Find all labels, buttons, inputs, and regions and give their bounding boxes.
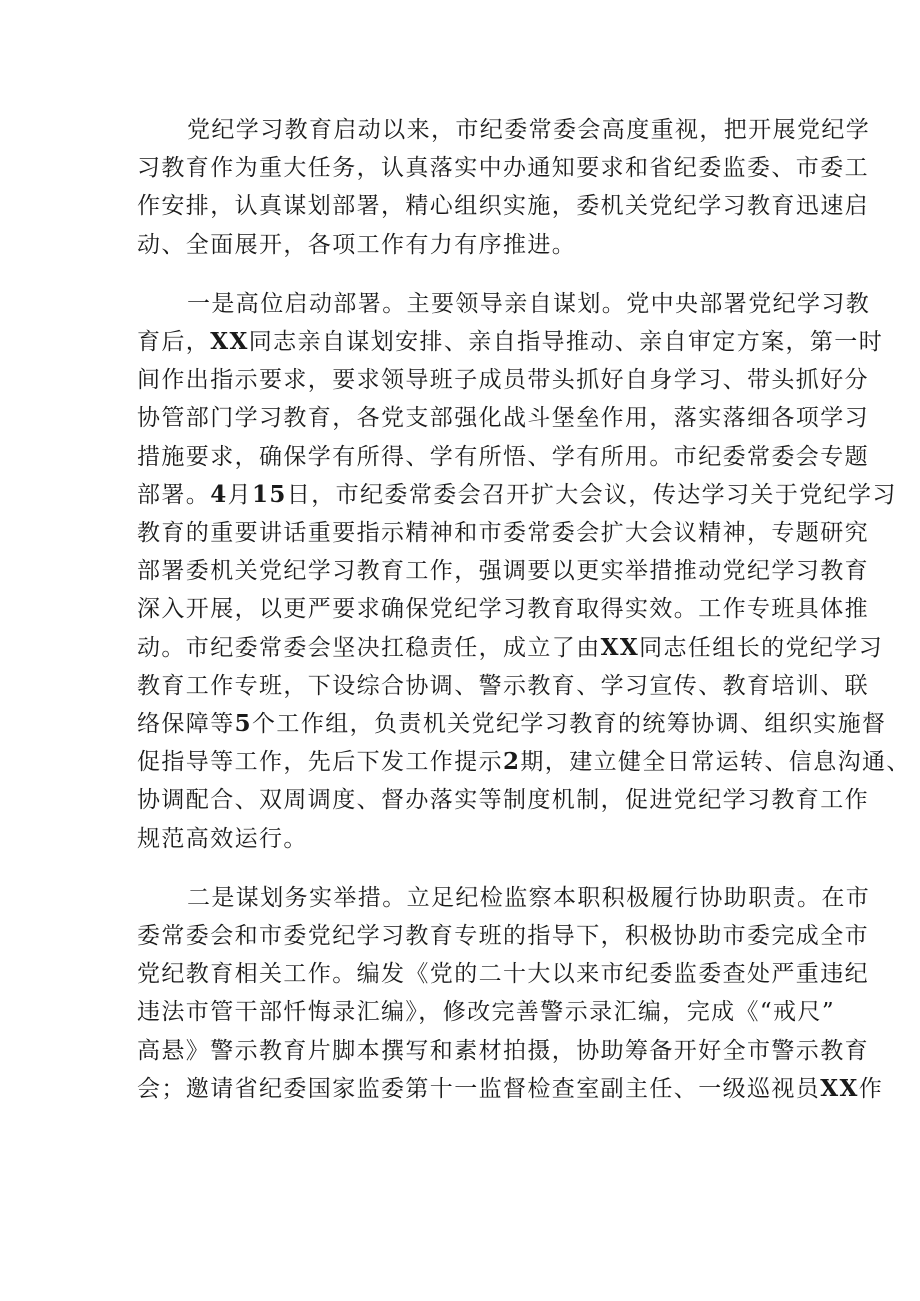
text-line: 络保障等5个工作组，负责机关党纪学习教育的统筹协调、组织实施督 [137, 710, 887, 738]
text-line: 作安排，认真谋划部署，精心组织实施，委机关党纪学习教育迅速启 [137, 193, 869, 220]
text-line: 教育的重要讲话重要指示精神和市委常委会扩大会议精神，专题研究 [137, 520, 869, 547]
text-line: 动。市纪委常委会坚决扛稳责任，成立了由XX同志任组长的党纪学习 [137, 633, 884, 661]
paragraph-section-two [137, 879, 884, 1108]
text-line: 动、全面展开，各项工作有力有序推进。 [137, 231, 577, 258]
text-line: 促指导等工作，先后下发工作提示2期，建立健全日常运转、信息沟通、 [137, 748, 911, 776]
text-line: 教育工作专班，下设综合协调、警示教育、学习宣传、教育培训、联 [137, 672, 869, 699]
text-line: 育后，XX同志亲自谋划安排、亲自指导推动、亲自审定方案，第一时 [137, 328, 884, 356]
text-line: 会；邀请省纪委国家监委第十一监督检查室副主任、一级巡视员XX作 [137, 1074, 884, 1102]
document-body [137, 111, 911, 1129]
text-line: 协管部门学习教育，各党支部强化战斗堡垒作用，落实落细各项学习 [137, 405, 869, 432]
text-line: 二是谋划务实举措。立足纪检监察本职积极履行协助职责。在市 [187, 884, 871, 911]
text-line: 规范高效运行。 [137, 825, 308, 852]
paragraph-section-one [137, 285, 911, 858]
text-line: 深入开展，以更严要求确保党纪学习教育取得实效。工作专班具体推 [137, 596, 869, 623]
text-line: 党纪教育相关工作。编发《党的二十大以来市纪委监委查处严重违纪 [137, 961, 869, 988]
text-line: 一是高位启动部署。主要领导亲自谋划。党中央部署党纪学习教 [187, 290, 871, 317]
text-line: 措施要求，确保学有所得、学有所悟、学有所用。市纪委常委会专题 [137, 443, 869, 470]
text-line: 党纪学习教育启动以来，市纪委常委会高度重视，把开展党纪学 [187, 117, 871, 143]
text-line: 协调配合、双周调度、督办落实等制度机制，促进党纪学习教育工作 [137, 787, 869, 814]
text-line: 习教育作为重大任务，认真落实中办通知要求和省纪委监委、市委工 [137, 155, 869, 182]
text-line: 间作出指示要求，要求领导班子成员带头抓好自身学习、带头抓好分 [137, 367, 869, 394]
text-line: 部署。4月15日，市纪委常委会召开扩大会议，传达学习关于党纪学习 [137, 480, 897, 508]
paragraph-intro [137, 111, 871, 264]
text-line: 部署委机关党纪学习教育工作，强调要以更实举措推动党纪学习教育 [137, 558, 869, 585]
text-line: 委常委会和市委党纪学习教育专班的指导下，积极协助市委完成全市 [137, 923, 869, 950]
text-line: 违法市管干部忏悔录汇编》，修改完善警示录汇编，完成《“戒尺” [137, 999, 836, 1026]
text-line: 高悬》警示教育片脚本撰写和素材拍摄，协助筹备开好全市警示教育 [137, 1037, 869, 1064]
